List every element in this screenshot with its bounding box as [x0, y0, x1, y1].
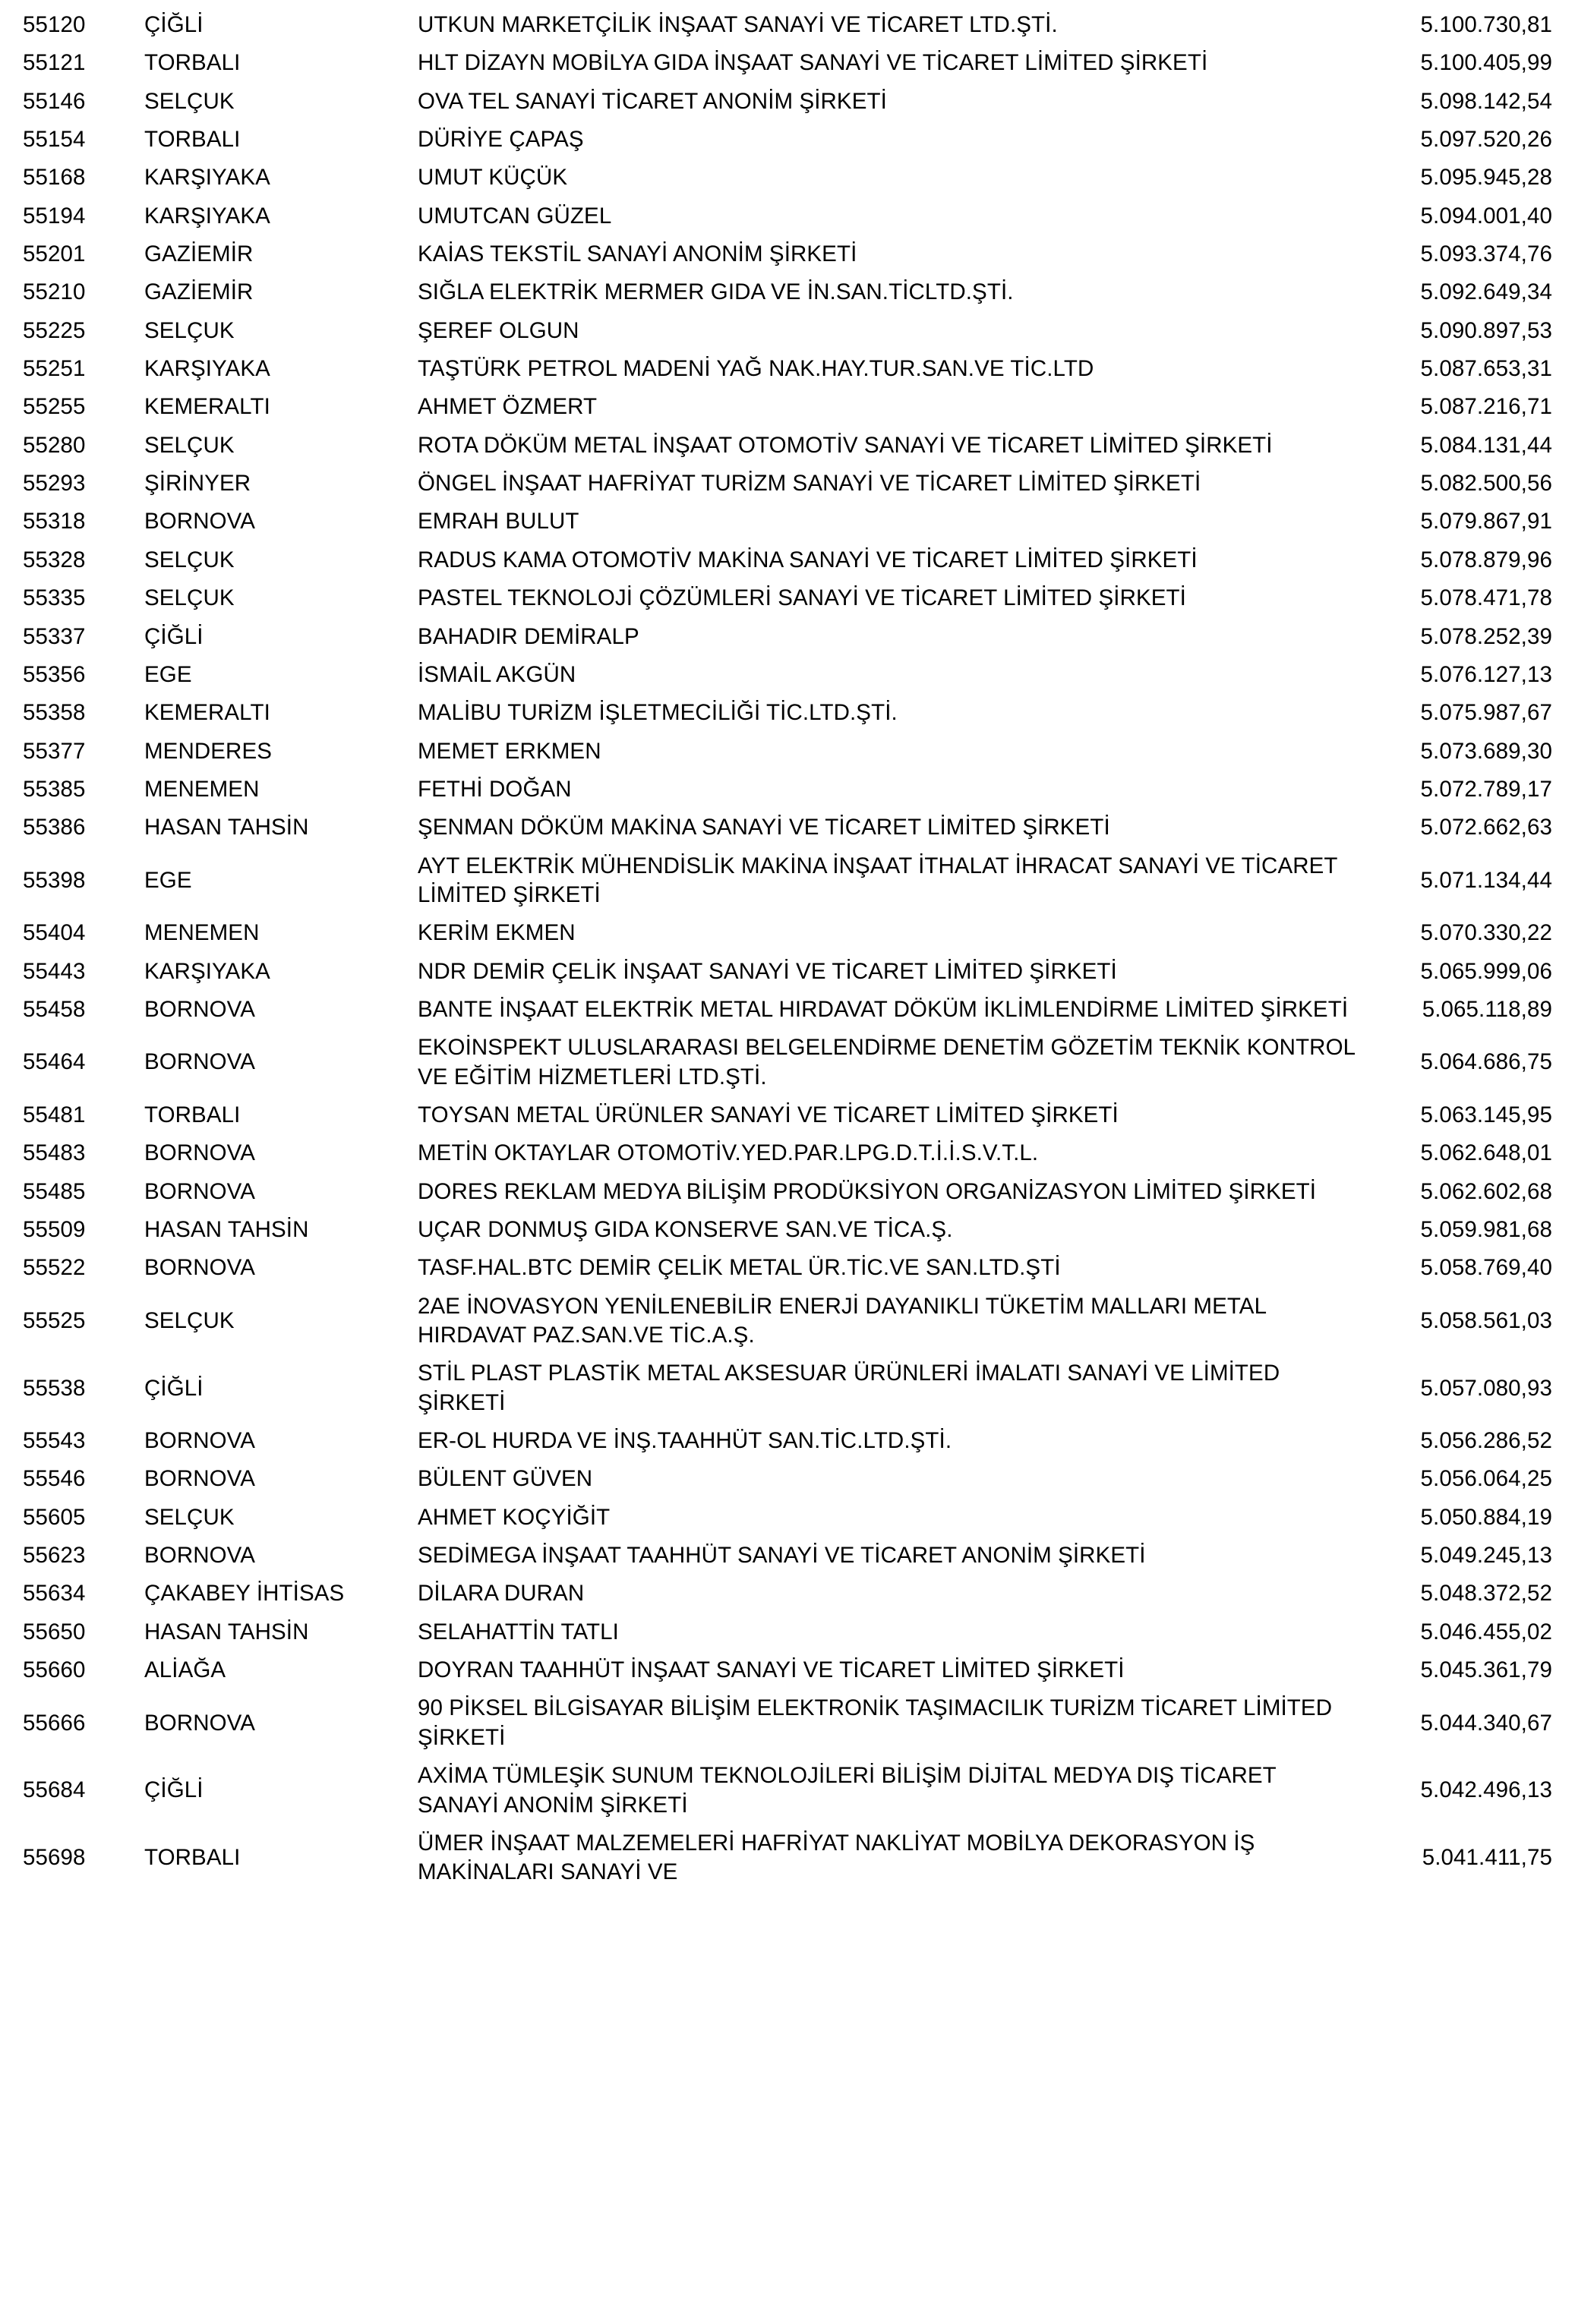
cell-tax-office: SELÇUK — [144, 88, 235, 114]
cell-debt-amount: 5.065.999,06 — [1420, 958, 1552, 984]
cell-taxpayer-name: TOYSAN METAL ÜRÜNLER SANAYİ VE TİCARET LİMİTED ŞİRKETİ — [418, 1102, 1119, 1127]
cell-sequence-number: 55377 — [23, 738, 86, 764]
cell-taxpayer-name: TAŞTÜRK PETROL MADENİ YAĞ NAK.HAY.TUR.SAN.VE TİC.LTD — [418, 356, 1094, 382]
cell-debt-amount: 5.073.689,30 — [1420, 738, 1552, 764]
cell-tax-office: SELÇUK — [144, 317, 235, 343]
cell-taxpayer-name: AHMET KOÇYİĞİT — [418, 1504, 611, 1530]
cell-sequence-number: 55650 — [23, 1619, 86, 1644]
cell-debt-amount: 5.041.411,75 — [1422, 1845, 1552, 1871]
cell-debt-amount: 5.042.496,13 — [1420, 1777, 1552, 1803]
cell-tax-office: KARŞIYAKA — [144, 165, 270, 191]
cell-debt-amount: 5.094.001,40 — [1420, 203, 1552, 229]
cell-taxpayer-name: İSMAİL AKGÜN — [418, 661, 576, 687]
cell-taxpayer-name: DOYRAN TAAHHÜT İNŞAAT SANAYİ VE TİCARET LİMİTED ŞİRKETİ — [418, 1657, 1125, 1683]
cell-debt-amount: 5.076.127,13 — [1420, 661, 1552, 687]
cell-tax-office: BORNOVA — [144, 1710, 256, 1736]
cell-debt-amount: 5.072.662,63 — [1420, 815, 1552, 840]
cell-sequence-number: 55605 — [23, 1504, 86, 1530]
cell-sequence-number: 55337 — [23, 623, 86, 649]
cell-debt-amount: 5.046.455,02 — [1420, 1619, 1552, 1644]
cell-taxpayer-name: HLT DİZAYN MOBİLYA GIDA İNŞAAT SANAYİ VE TİCARET LİMİTED ŞİRKETİ — [418, 50, 1208, 76]
cell-sequence-number: 55543 — [23, 1428, 86, 1454]
cell-debt-amount: 5.065.118,89 — [1422, 996, 1552, 1022]
cell-tax-office: BORNOVA — [144, 1255, 256, 1281]
cell-taxpayer-name: ÖNGEL İNŞAAT HAFRİYAT TURİZM SANAYİ VE TİCARET LİMİTED ŞİRKETİ — [418, 471, 1201, 497]
table-row — [23, 273, 1552, 311]
cell-debt-amount: 5.072.789,17 — [1420, 776, 1552, 802]
cell-tax-office: ALİAĞA — [144, 1657, 226, 1683]
cell-sequence-number: 55538 — [23, 1375, 86, 1401]
table-row — [23, 312, 1552, 350]
table-row — [23, 1575, 1552, 1613]
cell-debt-amount: 5.095.945,28 — [1420, 165, 1552, 191]
cell-debt-amount: 5.075.987,67 — [1420, 700, 1552, 726]
cell-sequence-number: 55358 — [23, 700, 86, 726]
table-row — [23, 83, 1552, 121]
cell-sequence-number: 55386 — [23, 815, 86, 840]
cell-debt-amount: 5.087.216,71 — [1420, 394, 1552, 420]
cell-taxpayer-name: ROTA DÖKÜM METAL İNŞAAT OTOMOTİV SANAYİ VE TİCARET LİMİTED ŞİRKETİ — [418, 432, 1273, 458]
cell-debt-amount: 5.087.653,31 — [1420, 356, 1552, 382]
cell-tax-office: ÇİĞLİ — [144, 1375, 204, 1401]
cell-debt-amount: 5.048.372,52 — [1420, 1581, 1552, 1607]
cell-taxpayer-name: METİN OKTAYLAR OTOMOTİV.YED.PAR.LPG.D.T.İ.İ.S.V.T.L. — [418, 1140, 1039, 1166]
table-row — [23, 350, 1552, 388]
cell-tax-office: TORBALI — [144, 1845, 241, 1871]
cell-taxpayer-name: UTKUN MARKETÇİLİK İNŞAAT SANAYİ VE TİCARET LTD.ŞTİ. — [418, 12, 1058, 37]
table-row — [23, 1249, 1552, 1287]
cell-sequence-number: 55509 — [23, 1217, 86, 1242]
cell-taxpayer-name: TASF.HAL.BTC DEMİR ÇELİK METAL ÜR.TİC.VE SAN.LTD.ŞTİ — [418, 1255, 1061, 1281]
cell-tax-office: BORNOVA — [144, 1049, 256, 1075]
cell-tax-office: BORNOVA — [144, 1140, 256, 1166]
table-row — [23, 1613, 1552, 1651]
cell-taxpayer-name: DÜRİYE ÇAPAŞ — [418, 127, 584, 153]
cell-taxpayer-name: KERİM EKMEN — [418, 920, 576, 946]
cell-tax-office: HASAN TAHSİN — [144, 815, 309, 840]
cell-debt-amount: 5.078.471,78 — [1420, 585, 1552, 611]
cell-debt-amount: 5.056.286,52 — [1420, 1428, 1552, 1454]
cell-sequence-number: 55194 — [23, 203, 86, 229]
cell-tax-office: SELÇUK — [144, 1504, 235, 1530]
table-row — [23, 1499, 1552, 1537]
cell-tax-office: EGE — [144, 661, 192, 687]
cell-tax-office: MENDERES — [144, 738, 272, 764]
cell-taxpayer-name: AYT ELEKTRİK MÜHENDİSLİK MAKİNA İNŞAAT İTHALAT İHRACAT SANAYİ VE TİCARET LİMİTED ŞİRKETİ — [418, 853, 1337, 907]
cell-sequence-number: 55458 — [23, 996, 86, 1022]
cell-sequence-number: 55481 — [23, 1102, 86, 1127]
table-row — [23, 1651, 1552, 1689]
table-row — [23, 618, 1552, 656]
table-row — [23, 1211, 1552, 1249]
cell-sequence-number: 55398 — [23, 867, 86, 893]
cell-taxpayer-name: RADUS KAMA OTOMOTİV MAKİNA SANAYİ VE TİCARET LİMİTED ŞİRKETİ — [418, 547, 1198, 572]
cell-debt-amount: 5.078.879,96 — [1420, 547, 1552, 572]
table-row — [23, 503, 1552, 541]
cell-sequence-number: 55525 — [23, 1307, 86, 1333]
cell-sequence-number: 55168 — [23, 165, 86, 191]
cell-taxpayer-name: SELAHATTİN TATLI — [418, 1619, 619, 1644]
cell-debt-amount: 5.084.131,44 — [1420, 432, 1552, 458]
cell-taxpayer-name: UMUTCAN GÜZEL — [418, 203, 612, 229]
cell-debt-amount: 5.097.520,26 — [1420, 127, 1552, 153]
table-row — [23, 1354, 1552, 1422]
cell-sequence-number: 55666 — [23, 1710, 86, 1736]
cell-taxpayer-name: AXİMA TÜMLEŞİK SUNUM TEKNOLOJİLERİ BİLİŞİM DİJİTAL MEDYA DIŞ TİCARET SANAYİ ANONİM ŞİRKETİ — [418, 1763, 1277, 1818]
cell-tax-office: ŞİRİNYER — [144, 471, 251, 497]
table-row — [23, 465, 1552, 503]
table-row — [23, 579, 1552, 617]
cell-sequence-number: 55210 — [23, 279, 86, 305]
cell-tax-office: BORNOVA — [144, 1178, 256, 1204]
cell-debt-amount: 5.071.134,44 — [1420, 867, 1552, 893]
cell-sequence-number: 55385 — [23, 776, 86, 802]
cell-taxpayer-name: MALİBU TURİZM İŞLETMECİLİĞİ TİC.LTD.ŞTİ. — [418, 700, 898, 726]
cell-tax-office: SELÇUK — [144, 547, 235, 572]
cell-tax-office: KEMERALTI — [144, 700, 270, 726]
cell-tax-office: ÇİĞLİ — [144, 623, 204, 649]
cell-debt-amount: 5.092.649,34 — [1420, 279, 1552, 305]
cell-sequence-number: 55684 — [23, 1777, 86, 1803]
cell-tax-office: KARŞIYAKA — [144, 356, 270, 382]
table-body — [23, 6, 1552, 1892]
cell-taxpayer-name: BAHADIR DEMİRALP — [418, 623, 639, 649]
table-row — [23, 427, 1552, 465]
cell-taxpayer-name: UMUT KÜÇÜK — [418, 165, 568, 191]
cell-debt-amount: 5.045.361,79 — [1420, 1657, 1552, 1683]
cell-sequence-number: 55146 — [23, 88, 86, 114]
table-row — [23, 235, 1552, 273]
cell-tax-office: ÇİĞLİ — [144, 1777, 204, 1803]
cell-sequence-number: 55485 — [23, 1178, 86, 1204]
cell-tax-office: ÇİĞLİ — [144, 12, 204, 37]
cell-sequence-number: 55660 — [23, 1657, 86, 1683]
cell-tax-office: TORBALI — [144, 50, 241, 76]
table-row — [23, 1134, 1552, 1172]
cell-debt-amount: 5.100.730,81 — [1420, 12, 1552, 37]
cell-taxpayer-name: UÇAR DONMUŞ GIDA KONSERVE SAN.VE TİCA.Ş. — [418, 1217, 953, 1242]
cell-sequence-number: 55404 — [23, 920, 86, 946]
cell-sequence-number: 55443 — [23, 958, 86, 984]
cell-sequence-number: 55225 — [23, 317, 86, 343]
tax-debtors-table — [23, 6, 1552, 1892]
table-row — [23, 1460, 1552, 1498]
cell-taxpayer-name: ER-OL HURDA VE İNŞ.TAAHHÜT SAN.TİC.LTD.ŞTİ. — [418, 1428, 952, 1454]
cell-sequence-number: 55293 — [23, 471, 86, 497]
cell-debt-amount: 5.070.330,22 — [1420, 920, 1552, 946]
cell-debt-amount: 5.093.374,76 — [1420, 241, 1552, 267]
table-row — [23, 1096, 1552, 1134]
cell-tax-office: GAZİEMİR — [144, 241, 254, 267]
cell-sequence-number: 55522 — [23, 1255, 86, 1281]
table-row — [23, 197, 1552, 235]
cell-tax-office: MENEMEN — [144, 776, 260, 802]
cell-sequence-number: 55623 — [23, 1543, 86, 1569]
cell-taxpayer-name: BANTE İNŞAAT ELEKTRİK METAL HIRDAVAT DÖKÜM İKLİMLENDİRME LİMİTED ŞİRKETİ — [418, 996, 1349, 1022]
cell-taxpayer-name: DORES REKLAM MEDYA BİLİŞİM PRODÜKSİYON ORGANİZASYON LİMİTED ŞİRKETİ — [418, 1178, 1317, 1204]
cell-tax-office: KEMERALTI — [144, 394, 270, 420]
cell-debt-amount: 5.057.080,93 — [1420, 1375, 1552, 1401]
cell-tax-office: HASAN TAHSİN — [144, 1217, 309, 1242]
cell-debt-amount: 5.063.145,95 — [1420, 1102, 1552, 1127]
cell-debt-amount: 5.078.252,39 — [1420, 623, 1552, 649]
cell-tax-office: BORNOVA — [144, 1466, 256, 1492]
cell-tax-office: MENEMEN — [144, 920, 260, 946]
cell-tax-office: BORNOVA — [144, 509, 256, 534]
cell-sequence-number: 55201 — [23, 241, 86, 267]
cell-taxpayer-name: ŞENMAN DÖKÜM MAKİNA SANAYİ VE TİCARET LİMİTED ŞİRKETİ — [418, 815, 1110, 840]
table-row — [23, 1422, 1552, 1460]
cell-debt-amount: 5.058.769,40 — [1420, 1255, 1552, 1281]
cell-taxpayer-name: ÜMER İNŞAAT MALZEMELERİ HAFRİYAT NAKLİYAT MOBİLYA DEKORASYON İŞ MAKİNALARI SANAYİ VE — [418, 1830, 1255, 1885]
table-row — [23, 1173, 1552, 1211]
cell-sequence-number: 55280 — [23, 432, 86, 458]
table-row — [23, 733, 1552, 771]
cell-debt-amount: 5.062.648,01 — [1420, 1140, 1552, 1166]
cell-tax-office: BORNOVA — [144, 1543, 256, 1569]
cell-taxpayer-name: EKOİNSPEKT ULUSLARARASI BELGELENDİRME DENETİM GÖZETİM TEKNİK KONTROL VE EĞİTİM HİZMETLERİ LTD.ŞTİ. — [418, 1035, 1356, 1089]
cell-debt-amount: 5.090.897,53 — [1420, 317, 1552, 343]
table-row — [23, 44, 1552, 82]
table-row — [23, 694, 1552, 732]
cell-taxpayer-name: FETHİ DOĞAN — [418, 776, 572, 802]
cell-tax-office: SELÇUK — [144, 1307, 235, 1333]
cell-taxpayer-name: MEMET ERKMEN — [418, 738, 601, 764]
cell-sequence-number: 55335 — [23, 585, 86, 611]
cell-taxpayer-name: AHMET ÖZMERT — [418, 394, 598, 420]
cell-taxpayer-name: STİL PLAST PLASTİK METAL AKSESUAR ÜRÜNLERİ İMALATI SANAYİ VE LİMİTED ŞİRKETİ — [418, 1361, 1280, 1415]
cell-sequence-number: 55255 — [23, 394, 86, 420]
cell-taxpayer-name: EMRAH BULUT — [418, 509, 579, 534]
cell-sequence-number: 55698 — [23, 1845, 86, 1871]
table-row — [23, 159, 1552, 197]
table-row — [23, 809, 1552, 847]
cell-debt-amount: 5.062.602,68 — [1420, 1178, 1552, 1204]
cell-tax-office: EGE — [144, 867, 192, 893]
cell-tax-office: TORBALI — [144, 127, 241, 153]
table-row — [23, 6, 1552, 44]
cell-debt-amount: 5.098.142,54 — [1420, 88, 1552, 114]
cell-tax-office: GAZİEMİR — [144, 279, 254, 305]
cell-taxpayer-name: OVA TEL SANAYİ TİCARET ANONİM ŞİRKETİ — [418, 88, 887, 114]
cell-sequence-number: 55356 — [23, 661, 86, 687]
table-row — [23, 1288, 1552, 1355]
cell-tax-office: KARŞIYAKA — [144, 203, 270, 229]
cell-debt-amount: 5.056.064,25 — [1420, 1466, 1552, 1492]
cell-tax-office: TORBALI — [144, 1102, 241, 1127]
cell-debt-amount: 5.082.500,56 — [1420, 471, 1552, 497]
cell-taxpayer-name: 2AE İNOVASYON YENİLENEBİLİR ENERJİ DAYANIKLI TÜKETİM MALLARI METAL HIRDAVAT PAZ.SAN.VE TİC.A.Ş. — [418, 1293, 1266, 1348]
cell-sequence-number: 55546 — [23, 1466, 86, 1492]
cell-taxpayer-name: SEDİMEGA İNŞAAT TAAHHÜT SANAYİ VE TİCARET ANONİM ŞİRKETİ — [418, 1543, 1146, 1569]
cell-debt-amount: 5.064.686,75 — [1420, 1049, 1552, 1075]
cell-sequence-number: 55120 — [23, 12, 86, 37]
table-row — [23, 953, 1552, 991]
cell-taxpayer-name: DİLARA DURAN — [418, 1581, 585, 1607]
cell-debt-amount: 5.079.867,91 — [1420, 509, 1552, 534]
cell-sequence-number: 55634 — [23, 1581, 86, 1607]
table-row — [23, 388, 1552, 426]
cell-taxpayer-name: 90 PİKSEL BİLGİSAYAR BİLİŞİM ELEKTRONİK TAŞIMACILIK TURİZM TİCARET LİMİTED ŞİRKETİ — [418, 1695, 1333, 1750]
table-row — [23, 847, 1552, 915]
cell-debt-amount: 5.058.561,03 — [1420, 1307, 1552, 1333]
cell-tax-office: ÇAKABEY İHTİSAS — [144, 1581, 345, 1607]
cell-tax-office: SELÇUK — [144, 432, 235, 458]
cell-taxpayer-name: BÜLENT GÜVEN — [418, 1466, 593, 1492]
cell-sequence-number: 55328 — [23, 547, 86, 572]
cell-sequence-number: 55121 — [23, 50, 86, 76]
cell-taxpayer-name: SIĞLA ELEKTRİK MERMER GIDA VE İN.SAN.TİCLTD.ŞTİ. — [418, 279, 1014, 305]
table-row — [23, 1537, 1552, 1575]
table-row — [23, 771, 1552, 809]
table-row — [23, 656, 1552, 694]
cell-sequence-number: 55483 — [23, 1140, 86, 1166]
table-row — [23, 541, 1552, 579]
table-row — [23, 121, 1552, 159]
cell-debt-amount: 5.049.245,13 — [1420, 1543, 1552, 1569]
cell-taxpayer-name: NDR DEMİR ÇELİK İNŞAAT SANAYİ VE TİCARET LİMİTED ŞİRKETİ — [418, 958, 1117, 984]
cell-sequence-number: 55318 — [23, 509, 86, 534]
cell-tax-office: BORNOVA — [144, 996, 256, 1022]
table-row — [23, 1689, 1552, 1757]
table-row — [23, 1824, 1552, 1892]
cell-sequence-number: 55464 — [23, 1049, 86, 1075]
cell-tax-office: HASAN TAHSİN — [144, 1619, 309, 1644]
cell-taxpayer-name: PASTEL TEKNOLOJİ ÇÖZÜMLERİ SANAYİ VE TİCARET LİMİTED ŞİRKETİ — [418, 585, 1186, 611]
cell-taxpayer-name: KAİAS TEKSTİL SANAYİ ANONİM ŞİRKETİ — [418, 241, 857, 267]
cell-debt-amount: 5.044.340,67 — [1420, 1710, 1552, 1736]
cell-tax-office: KARŞIYAKA — [144, 958, 270, 984]
cell-sequence-number: 55251 — [23, 356, 86, 382]
table-row — [23, 914, 1552, 952]
cell-tax-office: SELÇUK — [144, 585, 235, 611]
table-row — [23, 1029, 1552, 1096]
cell-taxpayer-name: ŞEREF OLGUN — [418, 317, 579, 343]
cell-debt-amount: 5.059.981,68 — [1420, 1217, 1552, 1242]
table-row — [23, 991, 1552, 1029]
cell-debt-amount: 5.050.884,19 — [1420, 1504, 1552, 1530]
cell-tax-office: BORNOVA — [144, 1428, 256, 1454]
table-row — [23, 1757, 1552, 1824]
cell-sequence-number: 55154 — [23, 127, 86, 153]
cell-debt-amount: 5.100.405,99 — [1420, 50, 1552, 76]
